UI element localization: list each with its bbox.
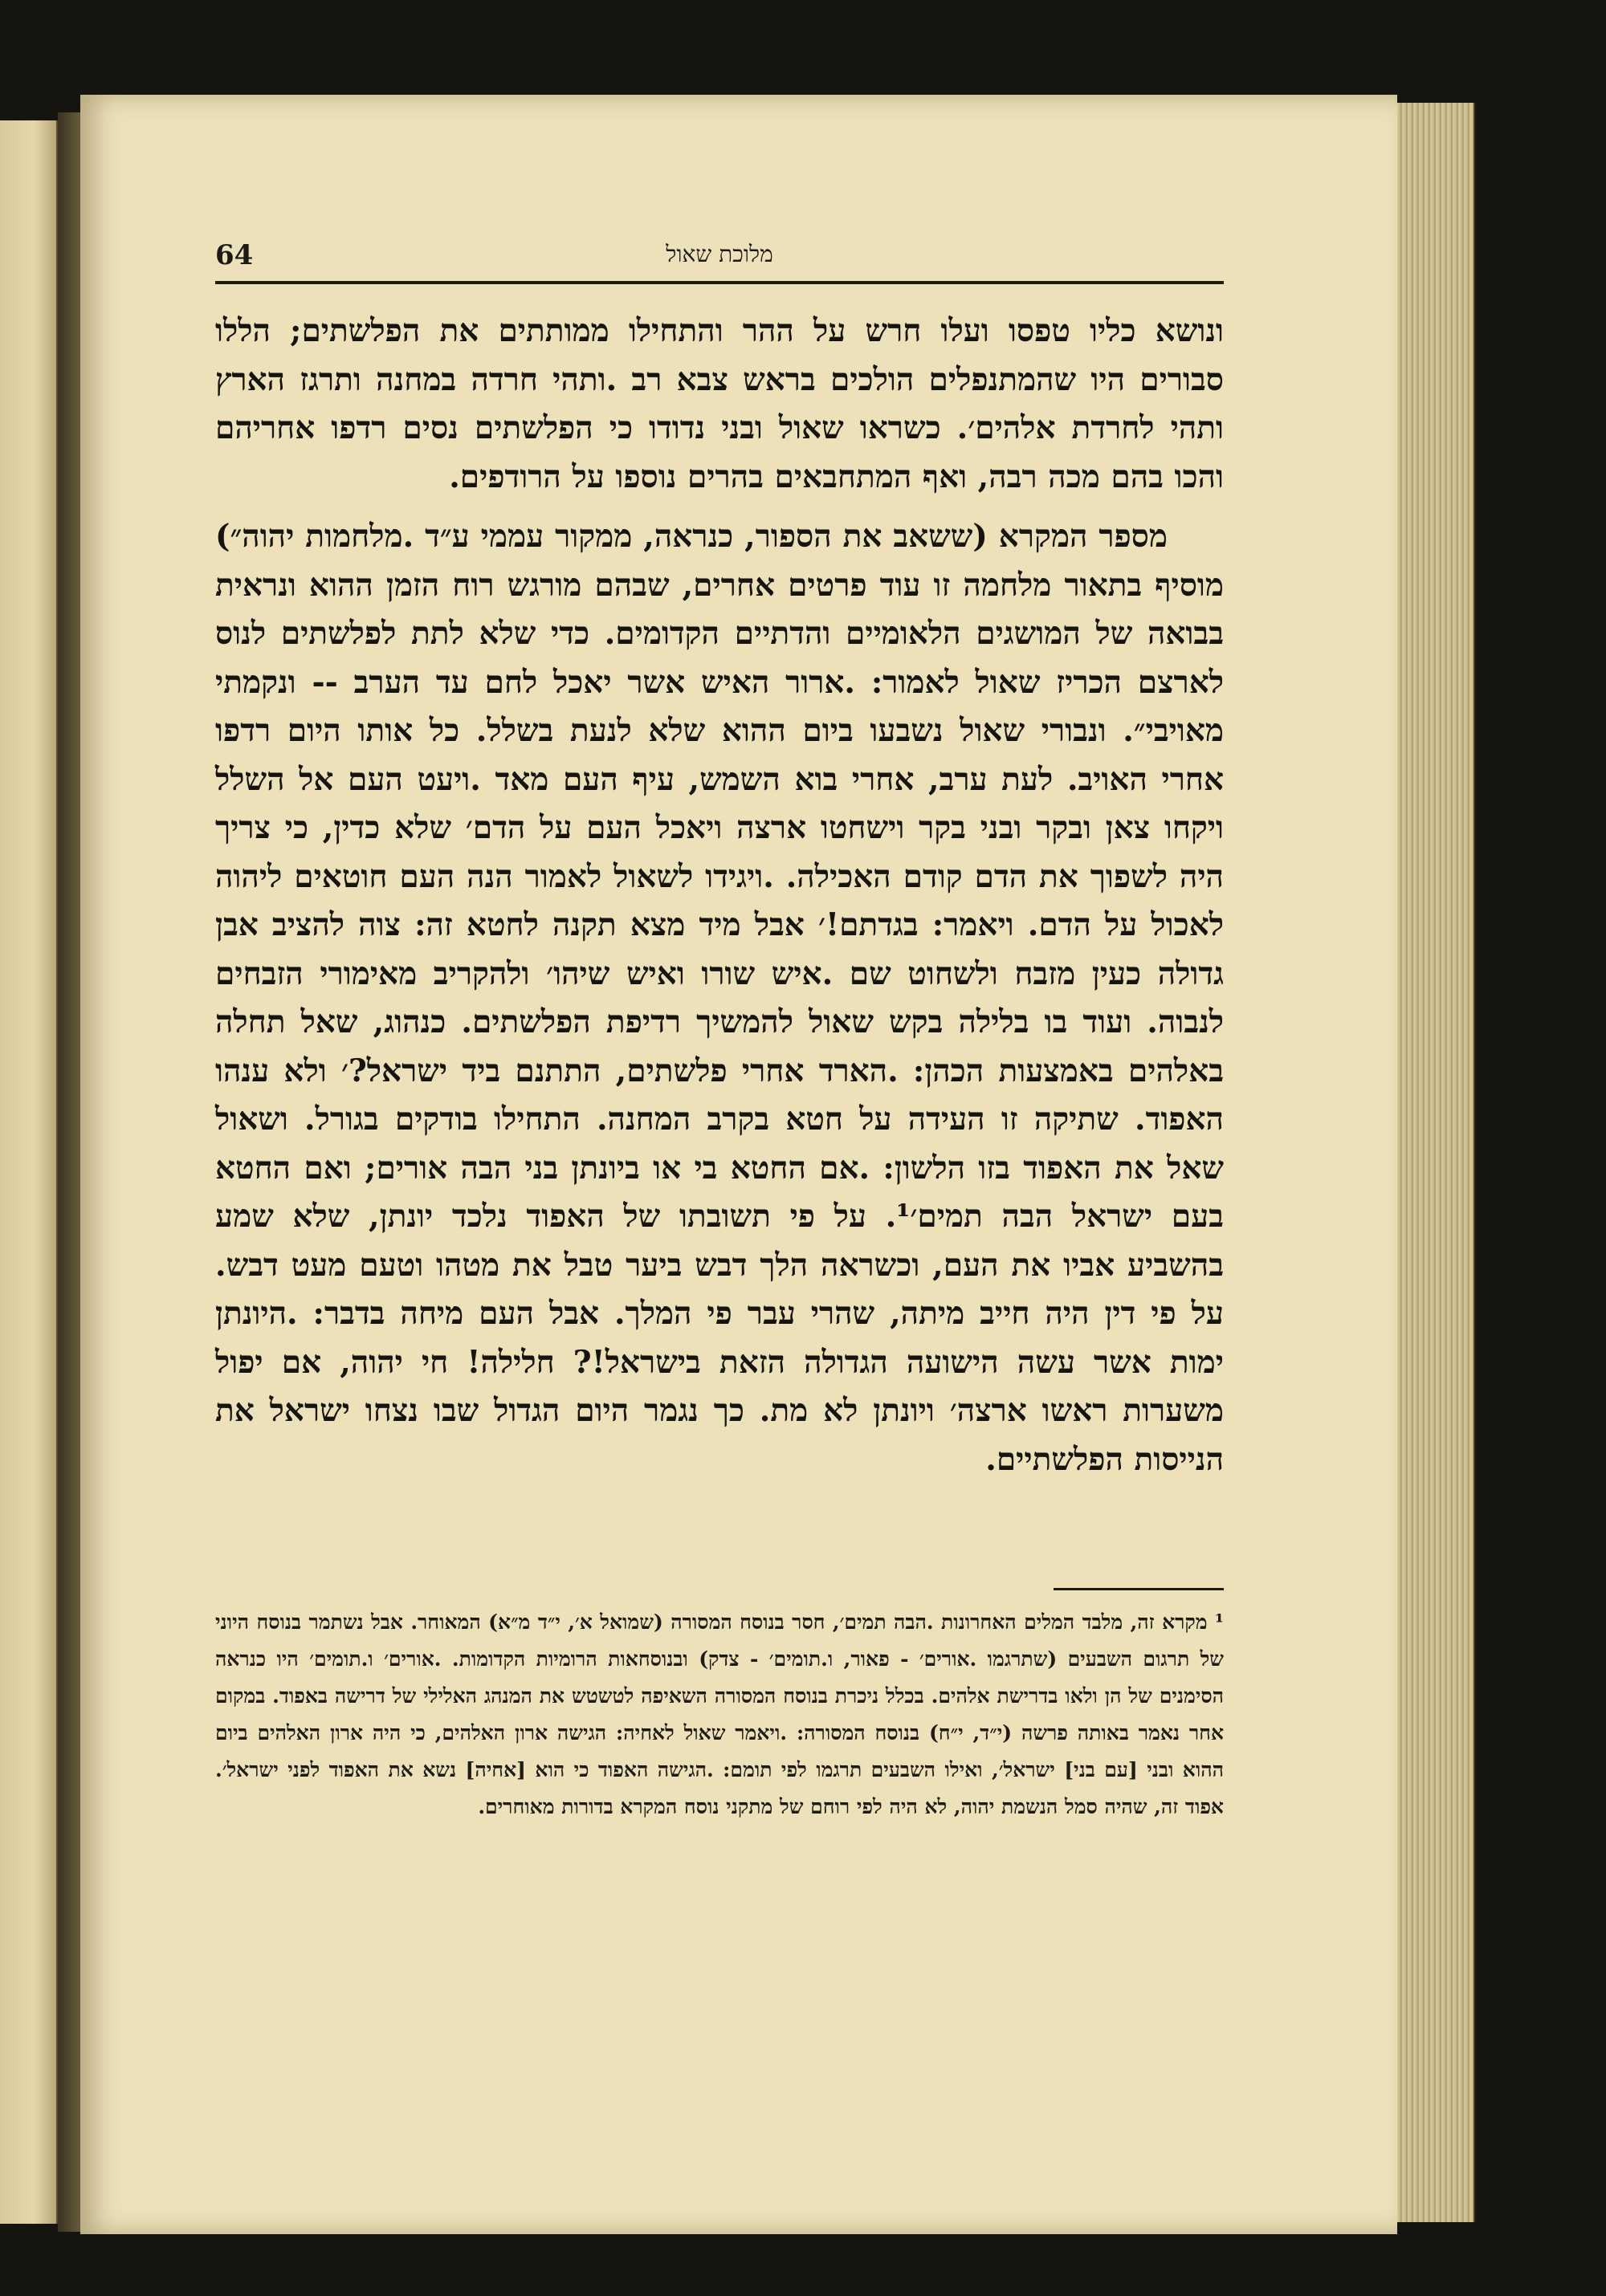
header-rule: [215, 281, 1224, 284]
paragraph-2: מספר המקרא (ששאב את הספור, כנראה, ממקור עממי ע״ד .מלחמות יהוה״) מוסיף בתאור מלחמה זו עוד פרטים אחרים, שבהם מורגש רוח הזמן ההוא ונראית בבואה של המושגים הלאומיים והדתיים הקדומים. כדי שלא לתת לפלשתים לנוס לארצם הכריז שאול לאמור: .ארור האיש אשר יאכל לחם עד הערב -- ונקמתי מאויבי״. ונבורי שאול נשבעו ביום ההוא שלא לנעת בשלל. כל אותו היום רדפו אחרי האויב. לעת ערב, אחרי בוא השמש, עיף העם מאד .ויעט העם אל השלל ויקחו צאן ובקר ובני בקר וישחטו ארצה ויאכל העם על הדם׳ שלא כדין, כי צריך היה לשפוך את הדם קודם האכילה. .ויגידו לשאול לאמור הנה העם חוטאים ליהוה לאכול על הדם. ויאמר: בגדתם!׳ אבל מיד מצא תקנה לחטא זה: צוה להציב אבן גדולה כעין מזבח ולשחוט שם .איש שורו ואיש שיהו׳ ולהקריב מאימורי הזבחים לנבוה. ועוד בו בלילה בקש שאול להמשיך רדיפת הפלשתים. כנהוג, שאל תחלה באלהים באמצעות הכהן: .הארד אחרי פלשתים, התתנם ביד ישראל?׳ ולא ענהו האפוד. שתיקה זו העידה על חטא בקרב המחנה. התחילו בודקים בגורל. ושאול שאל את האפוד בזו הלשון: .אם החטא בי או ביונתן בני הבה אורים; ואם החטא בעם ישראל הבה תמים׳¹. על פי תשובתו של האפוד נלכד יונתן, שלא שמע בהשביע אביו את העם, וכשראה הלך דבש ביער טבל את מטהו וטעם מעט דבש. על פי דין היה חייב מיתה, שהרי עבר פי המלך. אבל העם מיחה בדבר: .היונתן ימות אשר עשה הישועה הגדולה הזאת בישראל!? חלילה! חי יהוה, אם יפול משערות ראשו ארצה׳ ויונתן לא מת. כך נגמר היום הגדול שבו נצחו ישראל את הנייסות הפלשתיים.: [215, 518, 1224, 1478]
left-facing-page: [0, 120, 59, 2224]
footnote: ¹ מקרא זה, מלבד המלים האחרונות .הבה תמים׳, חסר בנוסח המסורה (שמואל א׳, י״ד מ״א) המאוחר. אבל נשתמר בנוסח היוני של תרגום השבעים (שתרגמו .אורים׳ - פאור, ו.תומים׳ - צדק) ובנוסחאות הרומיות הקדומות. .אורים׳ ו.תומים׳ היו כנראה הסימנים של הן ולאו בדרישת אלהים. בכלל ניכרת בנוסח המסורה השאיפה לטשטש את המנהג האלילי של דרישה באפוד. במקום אחר נאמר באותה פרשה (י״ד, י״ח) בנוסח המסורה: .ויאמר שאול לאחיה: הגישה ארון האלהים, כי היה ארון האלהים ביום ההוא ובני [עם בני] ישראל׳, ואילו השבעים תרגמו לפי תומם: .הגישה האפוד כי הוא [אחיה] נשא את האפוד לפני ישראל׳. אפוד זה, שהיה סמל הנשמת יהוה, לא היה לפי רוחם של מתקני נוסח המקרא בדורות מאוחרים.: [215, 1610, 1224, 1818]
running-title: מלוכת שאול: [666, 241, 773, 267]
page-edges: [1397, 103, 1475, 2222]
paragraph-1: ונושא כליו טפסו ועלו חרש על ההר והתחילו ממותתים את הפלשתים; הללו סבורים היו שהמתנפלים הולכים בראש צבא רב .ותהי חרדה במחנה ותרגז הארץ ותהי לחרדת אלהים׳. כשראו שאול ובני נדודו כי הפלשתים נסים רדפו אחריהם והכו בהם מכה רבה, ואף המתחבאים בהרים נוספו על הרודפים.: [215, 312, 1224, 495]
body-text: [215, 307, 1224, 1484]
page-number: 64: [215, 239, 254, 271]
page-header: [215, 239, 1224, 284]
footnote-rule: [1054, 1588, 1224, 1590]
book-gutter: [58, 112, 82, 2232]
